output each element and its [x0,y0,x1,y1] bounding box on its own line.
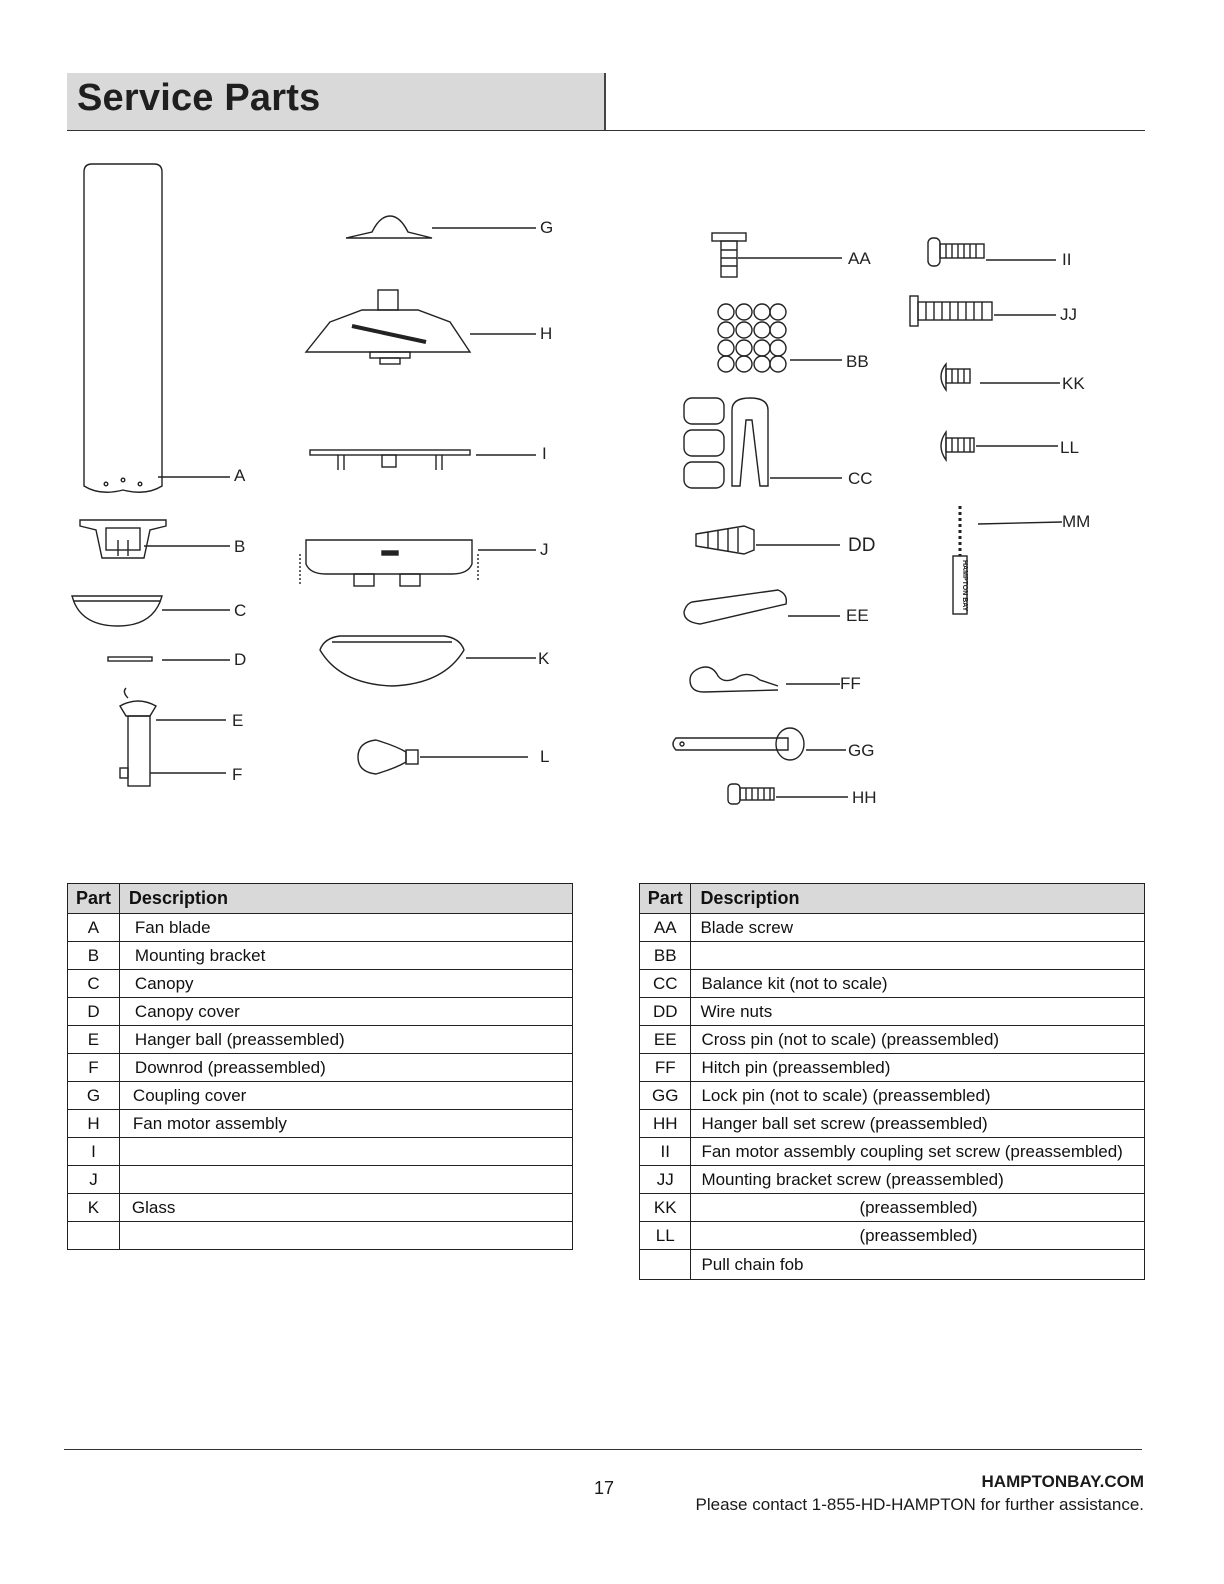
screw-KK-drawing [941,364,970,390]
parts-table-right [639,883,1145,1280]
part-code [640,1250,691,1280]
table-row [640,1082,1145,1110]
table-row [640,1110,1145,1138]
lock-pin-drawing [673,728,804,760]
table-row [68,1110,573,1138]
label-J: J [540,540,549,559]
table-row [640,1054,1145,1082]
part-code: J [68,1166,120,1194]
part-code: G [68,1082,120,1110]
part-description: (preassembled) [691,1194,1145,1222]
balance-kit-drawing [684,398,768,488]
part-description: Pull chain fob [691,1250,1145,1280]
table-row [640,1222,1145,1250]
part-description: Blade screw [691,914,1145,942]
part-description: (preassembled) [691,1222,1145,1250]
table-row [68,914,573,942]
label-BB: BB [846,352,869,371]
part-code: B [68,942,120,970]
table-row [68,998,573,1026]
footer-contact-block [696,1470,1144,1516]
table-row [68,970,573,998]
table-row [640,914,1145,942]
part-code: I [68,1138,120,1166]
screw-LL-drawing [941,432,974,460]
table-row [68,1166,573,1194]
table-row [68,1138,573,1166]
glass-drawing [320,636,464,686]
coupling-cover-drawing [346,216,432,238]
mounting-bracket-drawing [80,520,166,558]
part-I-drawing [310,450,470,470]
blade-screw-drawing [712,233,746,277]
part-code: FF [640,1054,691,1082]
label-H: H [540,324,553,343]
part-description: Wire nuts [691,998,1145,1026]
label-II: II [1062,250,1072,269]
part-description: Coupling cover [119,1082,572,1110]
part-code: F [68,1054,120,1082]
part-description [119,1138,572,1166]
label-AA: AA [848,249,871,268]
column-header-description: Description [119,884,572,914]
part-description: Downrod (preassembled) [119,1054,572,1082]
part-description [119,1166,572,1194]
part-code: HH [640,1110,691,1138]
part-description: Lock pin (not to scale) (preassembled) [691,1082,1145,1110]
part-description: Mounting bracket screw (preassembled) [691,1166,1145,1194]
label-JJ: JJ [1060,305,1077,324]
part-description: Cross pin (not to scale) (preassembled) [691,1026,1145,1054]
table-row [640,1166,1145,1194]
part-code: A [68,914,120,942]
table-row [640,998,1145,1026]
table-row [640,1194,1145,1222]
set-screw-HH-drawing [728,784,774,804]
table-header-row [640,884,1145,914]
label-EE: EE [846,606,869,625]
fan-blade-drawing [84,164,162,492]
label-K: K [538,649,550,668]
part-description: Mounting bracket [119,942,572,970]
label-KK: KK [1062,374,1085,393]
column-header-part: Part [640,884,691,914]
part-description: Hitch pin (preassembled) [691,1054,1145,1082]
label-D: D [234,650,247,669]
table-row [640,970,1145,998]
label-MM: MM [1062,512,1091,531]
table-row [640,1250,1145,1280]
downrod-drawing [120,688,156,786]
label-B: B [234,537,246,556]
part-code: EE [640,1026,691,1054]
label-FF: FF [840,674,861,693]
fan-motor-drawing [306,290,470,364]
part-code: K [68,1194,120,1222]
hitch-pin-drawing [690,667,778,692]
part-description: Glass [119,1194,572,1222]
part-description: Hanger ball (preassembled) [119,1026,572,1054]
part-J-drawing [300,540,478,586]
part-code: BB [640,942,691,970]
label-F: F [232,765,243,784]
part-code: DD [640,998,691,1026]
cross-pin-drawing [684,590,786,624]
table-row [68,1026,573,1054]
part-description: Hanger ball set screw (preassembled) [691,1110,1145,1138]
part-code: C [68,970,120,998]
table-row [640,1026,1145,1054]
parts-table-left [67,883,573,1250]
footer-rule [64,1449,1142,1450]
table-row [68,1222,573,1250]
part-code: H [68,1110,120,1138]
part-code: D [68,998,120,1026]
table-row [68,1054,573,1082]
page-number: 17 [594,1478,615,1498]
part-code [68,1222,120,1250]
part-code: LL [640,1222,691,1250]
label-G: G [540,218,554,237]
label-C: C [234,601,247,620]
part-description [691,942,1145,970]
label-GG: GG [848,741,875,760]
part-description: Fan motor assembly [119,1110,572,1138]
part-code: CC [640,970,691,998]
bracket-screw-drawing [910,296,992,326]
light-bulb-drawing [358,740,418,774]
table-row [68,942,573,970]
part-code: AA [640,914,691,942]
page-title: Service Parts [77,77,321,119]
wire-nut-drawing [696,526,754,554]
table-row [68,1194,573,1222]
part-code: JJ [640,1166,691,1194]
leader-MM [978,522,1062,524]
table-row [640,942,1145,970]
part-code: II [640,1138,691,1166]
table-row [68,1082,573,1110]
part-description: Balance kit (not to scale) [691,970,1145,998]
part-description [119,1222,572,1250]
table-row [640,1138,1145,1166]
part-description: Fan blade [119,914,572,942]
column-header-part: Part [68,884,120,914]
part-code: E [68,1026,120,1054]
part-description: Canopy [119,970,572,998]
part-description: Fan motor assembly coupling set screw (preassembled) [691,1138,1145,1166]
label-HH: HH [852,788,877,807]
label-I: I [542,444,547,463]
table-header-row [68,884,573,914]
website-link[interactable]: HAMPTONBAY.COM [981,1472,1144,1491]
canopy-cover-drawing [108,657,152,661]
canopy-drawing [72,596,162,626]
label-E: E [232,711,244,730]
column-header-description: Description [691,884,1145,914]
part-code: KK [640,1194,691,1222]
label-A: A [234,466,246,485]
fob-text: HAMPTON BAY [961,560,968,612]
contact-text: Please contact 1-855-HD-HAMPTON for further assistance. [695,1495,1144,1514]
set-screw-II-drawing [928,238,984,266]
label-L: L [540,747,550,766]
part-code: GG [640,1082,691,1110]
label-DD: DD [848,535,876,556]
label-CC: CC [848,469,873,488]
balance-weights-drawing [718,304,786,372]
part-description: Canopy cover [119,998,572,1026]
label-LL: LL [1060,438,1079,457]
